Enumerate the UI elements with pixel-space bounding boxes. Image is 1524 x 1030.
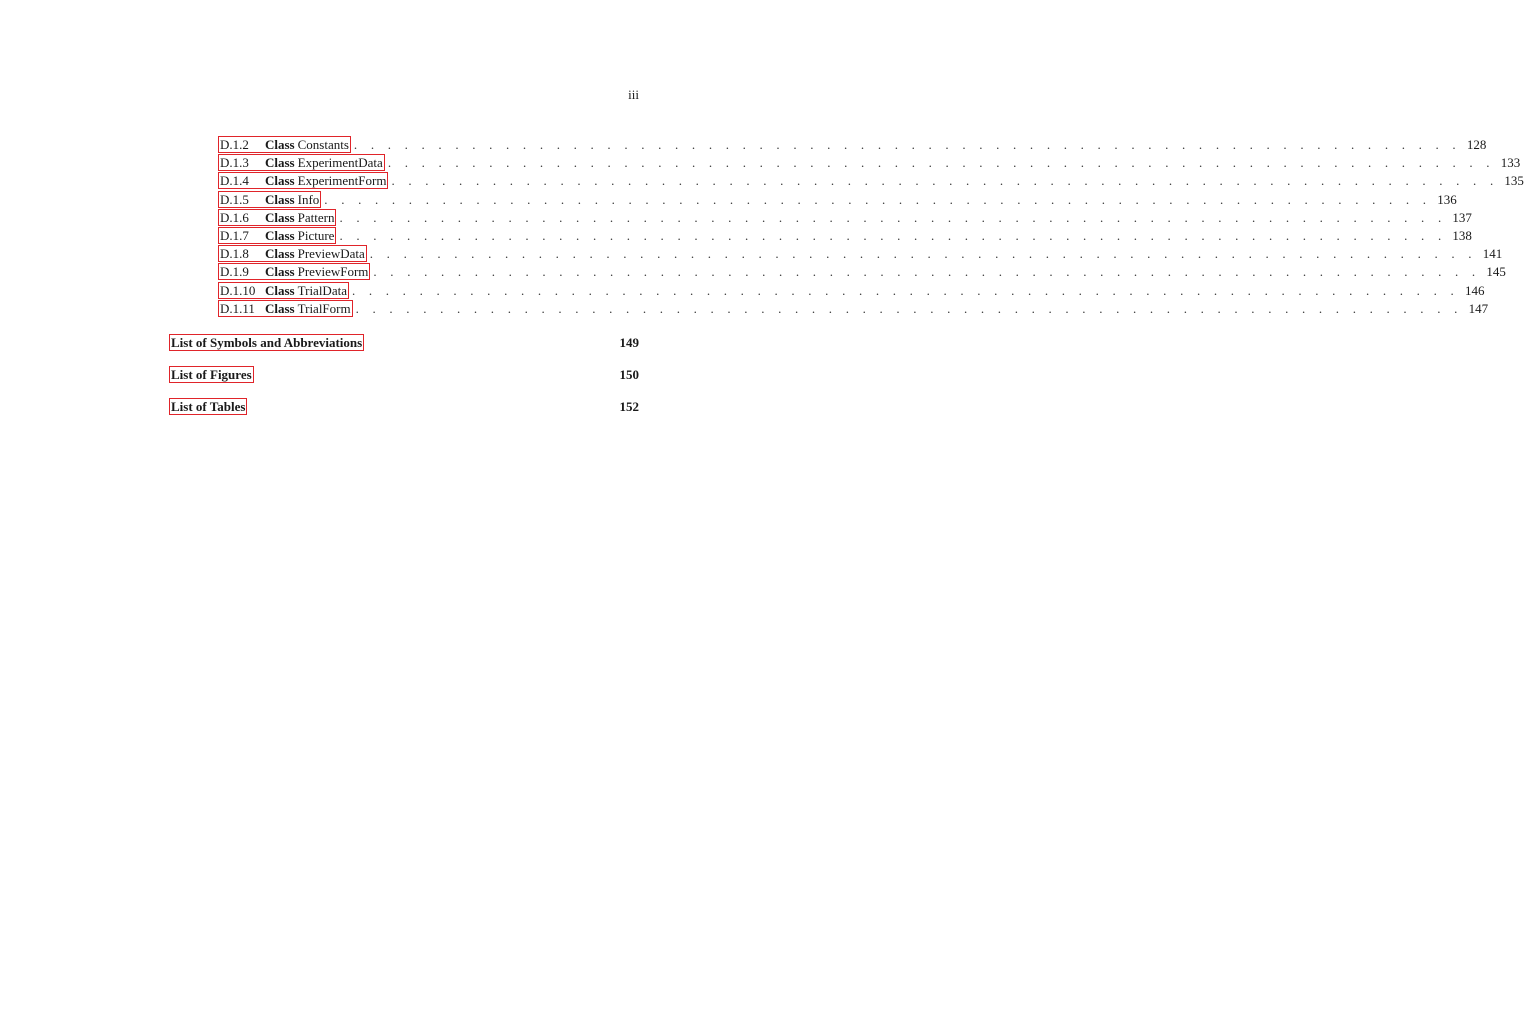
toc-link[interactable]: List of Figures [171, 366, 252, 382]
entry-keyword: Class [265, 246, 295, 262]
toc-entry-d-1-2[interactable] [170, 136, 1487, 154]
entry-name: ExperimentForm [297, 173, 387, 189]
entry-name: Constants [297, 137, 349, 152]
toc-entry-list-of-figures[interactable] [170, 366, 639, 398]
entry-keyword: Class [265, 282, 295, 298]
toc-entry-d-1-6[interactable] [170, 209, 1472, 227]
entry-page: 138 [1452, 227, 1472, 243]
dot-leader: . . . . . . . . . . . . . . . . . . . . . . . . . . . . . . . . . . . . . . . . . . . . . . . . . . . . . . . . . . . . . . . . . . [351, 282, 1459, 298]
entry-page: 145 [1486, 264, 1506, 280]
dot-leader: . . . . . . . . . . . . . . . . . . . . . . . . . . . . . . . . . . . . . . . . . . . . . . . . . . . . . . . . . . . . . . . . . . [391, 173, 1499, 189]
entry-name: Info [297, 191, 320, 207]
toc-entry-d-1-7[interactable] [170, 227, 1472, 245]
entry-name: TrialForm [297, 300, 351, 316]
toc-link[interactable] [219, 228, 335, 243]
entry-name: PreviewData [297, 246, 365, 262]
entry-keyword: Class [265, 300, 295, 316]
entry-number: D.1.3 [220, 155, 249, 171]
toc-link[interactable] [219, 246, 366, 261]
entry-name: PreviewForm [297, 264, 369, 280]
toc-sub-entries [170, 136, 1524, 318]
entry-keyword: Class [265, 137, 295, 152]
dot-leader: . . . . . . . . . . . . . . . . . . . . . . . . . . . . . . . . . . . . . . . . . . . . . . . . . . . . . . . . . . . . . . . . . . [387, 155, 1495, 171]
toc-entry-d-1-9[interactable] [170, 263, 1506, 281]
entry-page: 152 [619, 398, 639, 414]
toc-entry-d-1-8[interactable] [170, 245, 1503, 263]
entry-keyword: Class [265, 191, 295, 207]
entry-page: 141 [1482, 246, 1503, 262]
entry-number: D.1.9 [220, 264, 249, 280]
entry-page: 137 [1452, 209, 1472, 225]
toc-entry-d-1-11[interactable] [170, 300, 1489, 318]
toc-entry-d-1-5[interactable] [170, 191, 1457, 209]
toc-link[interactable] [219, 173, 387, 188]
toc-link[interactable] [219, 301, 352, 316]
entry-number: D.1.8 [220, 246, 249, 262]
entry-keyword: Class [265, 227, 295, 243]
entry-keyword: Class [265, 155, 295, 171]
dot-leader: . . . . . . . . . . . . . . . . . . . . . . . . . . . . . . . . . . . . . . . . . . . . . . . . . . . . . . . . . . . . . . . . . . [373, 264, 1481, 280]
entry-number: D.1.4 [220, 173, 249, 189]
entry-number: D.1.11 [220, 300, 255, 316]
page-number: iii [628, 87, 639, 102]
toc-link[interactable] [219, 283, 348, 298]
entry-page: 135 [1504, 173, 1524, 189]
toc-entry-symbols-abbreviations[interactable] [170, 334, 639, 366]
entry-number: D.1.5 [220, 191, 249, 207]
toc-link[interactable] [219, 192, 320, 207]
entry-page: 149 [619, 334, 639, 350]
dot-leader: . . . . . . . . . . . . . . . . . . . . . . . . . . . . . . . . . . . . . . . . . . . . . . . . . . . . . . . . . . . . . . . . . . [355, 300, 1463, 316]
entry-name: Pattern [297, 209, 335, 225]
entry-keyword: Class [265, 173, 295, 189]
toc-entry-d-1-4[interactable] [170, 172, 1524, 190]
entry-number: D.1.6 [220, 209, 249, 225]
toc-entry-d-1-10[interactable] [170, 282, 1485, 300]
dot-leader: . . . . . . . . . . . . . . . . . . . . . . . . . . . . . . . . . . . . . . . . . . . . . . . . . . . . . . . . . . . . . . . . . . [369, 246, 1477, 262]
entry-page: 147 [1468, 300, 1489, 316]
toc-entry-d-1-3[interactable] [170, 154, 1521, 172]
entry-number: D.1.7 [220, 227, 249, 243]
toc-link[interactable] [219, 155, 384, 170]
toc-entry-list-of-tables[interactable] [170, 398, 639, 430]
table-of-contents [170, 136, 1524, 430]
dot-leader: . . . . . . . . . . . . . . . . . . . . . . . . . . . . . . . . . . . . . . . . . . . . . . . . . . . . . . . . . . . . . . . . . . [339, 227, 1447, 243]
entry-page: 133 [1500, 155, 1521, 171]
entry-page: 136 [1437, 191, 1457, 207]
entry-number: D.1.10 [220, 282, 256, 298]
toc-chapter-entries [170, 334, 639, 430]
entry-page: 150 [619, 366, 639, 382]
dot-leader: . . . . . . . . . . . . . . . . . . . . . . . . . . . . . . . . . . . . . . . . . . . . . . . . . . . . . . . . . . . . . . . . . . [339, 209, 1447, 225]
toc-link[interactable] [219, 137, 350, 152]
dot-leader: . . . . . . . . . . . . . . . . . . . . . . . . . . . . . . . . . . . . . . . . . . . . . . . . . . . . . . . . . . . . . . . . . . [324, 191, 1432, 207]
entry-page: 146 [1464, 282, 1485, 298]
dot-leader: . . . . . . . . . . . . . . . . . . . . . . . . . . . . . . . . . . . . . . . . . . . . . . . . . . . . . . . . . . . . . . . . . . [353, 137, 1461, 152]
entry-keyword: Class [265, 209, 295, 225]
toc-link[interactable] [219, 264, 369, 279]
toc-link[interactable]: List of Tables [171, 398, 246, 414]
toc-link[interactable]: List of Symbols and Abbreviations [171, 334, 363, 350]
entry-name: Picture [297, 227, 335, 243]
entry-name: TrialData [297, 282, 347, 298]
entry-page: 128 [1466, 137, 1487, 152]
toc-link[interactable] [219, 210, 335, 225]
entry-name: ExperimentData [297, 155, 383, 171]
entry-keyword: Class [265, 264, 295, 280]
entry-number: D.1.2 [220, 137, 249, 152]
